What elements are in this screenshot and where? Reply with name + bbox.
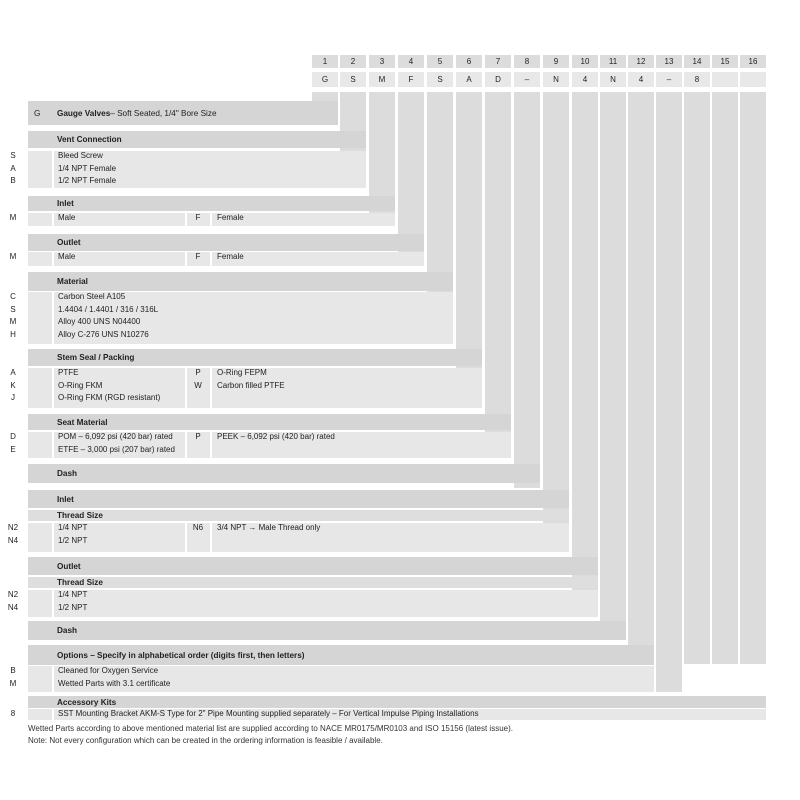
section-title: Accessory Kits — [57, 697, 117, 707]
option-code: W — [194, 380, 202, 390]
option-code: P — [195, 368, 201, 377]
column-separator — [210, 523, 212, 552]
code-column-strip — [572, 92, 598, 617]
option-code: P — [195, 432, 201, 441]
option-code: N2 — [7, 523, 19, 532]
position-code: N — [600, 72, 626, 87]
option-label: 1/4 NPT Female — [58, 163, 117, 173]
option-label: ETFE – 3,000 psi (207 bar) rated — [58, 444, 175, 454]
code-column-strip — [628, 92, 654, 664]
position-code — [740, 72, 766, 87]
footnote-nace: Wetted Parts according to above mentioned material list are supplied according to NACE MR0175/MR0103 and ISO 15156 (latest issue). — [28, 724, 513, 733]
section-title-suffix: – Soft Seated, 1/4" Bore Size — [110, 108, 217, 118]
option-code: E — [10, 444, 16, 454]
position-number: 6 — [456, 55, 482, 68]
code-separator — [52, 292, 54, 344]
code-column-strip — [656, 92, 682, 692]
option-label: Carbon filled PTFE — [217, 380, 285, 390]
position-code: 4 — [572, 72, 598, 87]
option-label: 1.4404 / 1.4401 / 316 / 316L — [58, 304, 159, 314]
option-code: M — [9, 317, 17, 326]
option-label: SST Mounting Bracket AKM-S Type for 2" Pipe Mounting supplied separately – For Vertical Impulse Piping Installations — [58, 709, 479, 718]
code-column-strip — [740, 92, 766, 664]
footnote-feasibility: Note: Not every configuration which can be created in the ordering information is feasible / available. — [28, 736, 383, 745]
option-code: S — [10, 151, 16, 160]
position-number: 10 — [572, 55, 598, 68]
section-header — [28, 234, 424, 251]
code-separator — [52, 590, 54, 617]
position-number: 11 — [600, 55, 626, 68]
column-separator — [210, 213, 212, 226]
option-code: M — [9, 213, 17, 222]
code-column-strip — [543, 92, 569, 552]
position-number: 5 — [427, 55, 453, 68]
position-code: D — [485, 72, 511, 87]
position-number: 2 — [340, 55, 366, 68]
position-code: – — [656, 72, 682, 87]
section-title: Inlet — [57, 199, 74, 208]
section-header — [28, 464, 540, 483]
option-label: O-Ring FKM (RGD resistant) — [58, 393, 161, 402]
option-code: M — [9, 252, 17, 261]
option-label: 1/2 NPT — [58, 535, 88, 545]
option-label: 1/4 NPT — [58, 523, 88, 532]
option-label: Cleaned for Oxygen Service — [58, 666, 159, 675]
option-code: N4 — [7, 602, 19, 612]
option-label: Bleed Screw — [58, 151, 103, 160]
option-code: D — [10, 432, 16, 441]
position-number: 7 — [485, 55, 511, 68]
position-code: S — [427, 72, 453, 87]
position-code: N — [543, 72, 569, 87]
section-header — [28, 196, 395, 211]
section-header — [28, 557, 598, 575]
position-code: 8 — [684, 72, 710, 87]
position-number: 3 — [369, 55, 395, 68]
option-code: A — [10, 368, 16, 377]
option-code: N6 — [192, 523, 204, 532]
section-title: Inlet — [57, 494, 74, 504]
position-number: 13 — [656, 55, 682, 68]
option-code: N4 — [7, 535, 19, 545]
code-separator — [52, 151, 54, 188]
position-number: 12 — [628, 55, 654, 68]
position-number: 1 — [312, 55, 338, 68]
section-title: Seat Material — [57, 417, 108, 427]
position-number: 16 — [740, 55, 766, 68]
option-code: F — [195, 252, 201, 261]
section-subtitle: Thread Size — [28, 577, 598, 588]
column-separator — [210, 252, 212, 266]
option-label: O-Ring FEPM — [217, 368, 267, 377]
option-code: B — [10, 176, 16, 185]
option-label: 1/2 NPT Female — [58, 176, 117, 185]
code-column-strip — [684, 92, 710, 664]
section-title: Outlet — [57, 561, 81, 571]
position-code: A — [456, 72, 482, 87]
code-separator — [52, 709, 54, 720]
section-header — [28, 490, 569, 508]
section-title: Vent Connection — [57, 135, 122, 144]
section-header — [28, 272, 453, 291]
position-code: F — [398, 72, 424, 87]
section-header — [28, 645, 654, 665]
section-title: Options – Specify in alphabetical order (digits first, then letters) — [57, 650, 305, 660]
code-column-strip — [485, 92, 511, 458]
section-title: Outlet — [57, 238, 81, 247]
position-number: 15 — [712, 55, 738, 68]
option-label: Male — [58, 252, 76, 261]
option-code: S — [10, 304, 16, 314]
position-number: 9 — [543, 55, 569, 68]
code-column-strip — [600, 92, 626, 640]
option-label: Alloy 400 UNS N04400 — [58, 317, 141, 326]
section-header — [28, 621, 626, 640]
option-label: Carbon Steel A105 — [58, 292, 126, 301]
option-label: Wetted Parts with 3.1 certificate — [58, 678, 171, 688]
section-code: G — [34, 108, 41, 118]
position-number: 8 — [514, 55, 540, 68]
section-title: Dash — [57, 626, 78, 635]
option-label: 1/2 NPT — [58, 602, 88, 612]
option-code: M — [9, 678, 17, 688]
option-code: C — [10, 292, 16, 301]
position-code: G — [312, 72, 338, 87]
option-code: 8 — [10, 709, 16, 718]
code-separator — [52, 523, 54, 552]
position-code: – — [514, 72, 540, 87]
option-label: Female — [217, 252, 244, 261]
option-label: Alloy C-276 UNS N10276 — [58, 329, 149, 339]
section-title: Stem Seal / Packing — [57, 353, 135, 362]
option-label: PTFE — [58, 368, 79, 377]
option-label: POM – 6,092 psi (420 bar) rated — [58, 432, 173, 441]
option-label: Male — [58, 213, 76, 222]
code-separator — [52, 666, 54, 692]
section-title: Gauge Valves — [57, 108, 111, 118]
option-label: O-Ring FKM — [58, 380, 103, 390]
section-header — [28, 101, 338, 125]
position-code: 4 — [628, 72, 654, 87]
code-separator — [52, 252, 54, 266]
position-code — [712, 72, 738, 87]
option-code: K — [10, 380, 16, 390]
option-code: B — [10, 666, 16, 675]
option-code: F — [195, 213, 201, 222]
code-column-strip — [712, 92, 738, 664]
position-code: M — [369, 72, 395, 87]
code-column-strip — [514, 92, 540, 488]
section-options — [28, 590, 598, 617]
section-header — [28, 131, 366, 148]
position-code: S — [340, 72, 366, 87]
section-title: Material — [57, 277, 88, 286]
option-label: PEEK – 6,092 psi (420 bar) rated — [217, 432, 335, 441]
option-code: J — [11, 393, 15, 402]
section-header — [28, 696, 766, 708]
option-code: N2 — [7, 590, 19, 599]
option-code: A — [10, 163, 16, 173]
code-separator — [52, 213, 54, 226]
section-header — [28, 349, 482, 366]
position-number: 14 — [684, 55, 710, 68]
option-label: 1/4 NPT — [58, 590, 88, 599]
option-code: H — [10, 329, 16, 339]
option-label: Female — [217, 213, 244, 222]
option-label: 3/4 NPT → Male Thread only — [217, 523, 321, 532]
section-title: Dash — [57, 469, 78, 478]
code-separator — [52, 432, 54, 458]
column-separator — [210, 432, 212, 458]
code-separator — [52, 368, 54, 408]
section-header — [28, 414, 511, 430]
position-number: 4 — [398, 55, 424, 68]
column-separator — [210, 368, 212, 408]
section-subtitle: Thread Size — [28, 510, 569, 521]
